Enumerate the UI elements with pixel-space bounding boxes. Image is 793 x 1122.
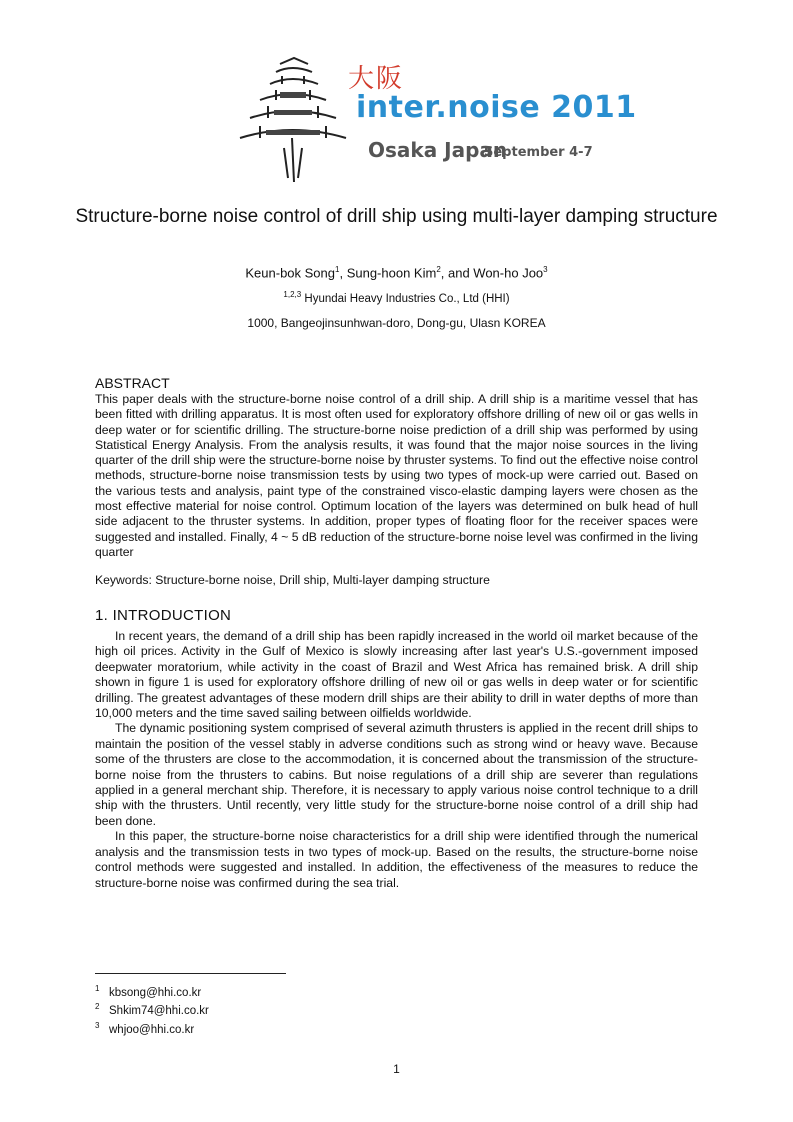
paragraph: The dynamic positioning system comprised of several azimuth thrusters is applied in the recent drill ships to maintain the position of the vessel stably in adverse conditions such as strong wind or heavy wave. Because some of the thrusters are close to the accommodation, it is concerned about the transmission of the structure-borne noise from the thrusters to cabins. But noise regulations of a drill ship are severer than regulations applied in a general merchant ship. Therefore, it is necessary to apply various noise control technique to a drill ship with the thrusters. Until recently, very little study for the structure-borne noise control of a drill ship had been done. [95, 721, 698, 828]
author-name: Keun-bok Song [245, 265, 335, 281]
affiliation-text: Hyundai Heavy Industries Co., Ltd (HHI) [301, 292, 510, 305]
author-sup: 1 [335, 265, 340, 274]
author-name: Won-ho Joo [473, 265, 544, 281]
conference-city: Osaka Japan [368, 138, 508, 162]
section-heading-introduction: 1. INTRODUCTION [95, 607, 232, 624]
author-name: Sung-hoon Kim [346, 265, 437, 281]
footnotes [95, 982, 209, 1037]
keywords: Keywords: Structure-borne noise, Drill ship, Multi-layer damping structure [95, 573, 490, 587]
footnote-email: whjoo@hhi.co.kr [109, 1023, 195, 1036]
footnote-email: kbsong@hhi.co.kr [109, 986, 202, 999]
footnote [95, 1019, 209, 1037]
abstract-heading: ABSTRACT [95, 375, 170, 391]
footnote [95, 1000, 209, 1018]
footnote-mark: 3 [95, 1020, 100, 1030]
address: 1000, Bangeojinsunhwan-doro, Dong-gu, Ulasn KOREA [247, 316, 546, 330]
conference-name: inter.noise 2011 [356, 90, 637, 125]
affiliation [70, 290, 723, 305]
paragraph: In this paper, the structure-borne noise characteristics for a drill ship were identified through the numerical analysis and the transmission tests in two types of mock-up. Based on the results, the structure-borne noise control methods were suggested and installed. In addition, the effectiveness of the measures to reduce the structure-borne noise was confirmed during the sea trial. [95, 829, 698, 890]
footnote [95, 982, 209, 1000]
author-sep: , and [440, 265, 474, 281]
logo-kanji: 大阪 [348, 64, 405, 94]
footnote-divider [95, 973, 286, 974]
page-number: 1 [393, 1062, 400, 1076]
conference-dates: September 4-7 [484, 145, 593, 160]
osaka-castle-icon [220, 52, 360, 192]
paragraph: In recent years, the demand of a drill ship has been rapidly increased in the world oil market because of the high oil prices. Activity in the Gulf of Mexico is slowly increasing after last year's U.S.-government imposed deepwater moratorium, while activity in the coast of Brazil and West Africa has remained brisk. A drill ship shown in figure 1 is used for exploratory offshore drilling of new oil or gas wells in deep water or for scientific drilling. The greatest advantages of these modern drill ships are their ability to drill in water depths of more than 10,000 meters and the time saved sailing between oilfields worldwide. [95, 629, 698, 721]
author-sup: 3 [543, 265, 548, 274]
author-sup: 2 [436, 265, 441, 274]
affiliation-sup: 1,2,3 [283, 290, 302, 299]
abstract-text: This paper deals with the structure-borne noise control of a drill ship. A drill ship is a maritime vessel that has been fitted with drilling apparatus. It is most often used for exploratory offshore drilling of new oil or gas wells in deep water or for scientific drilling. The structure-borne noise prediction of a drill ship was performed by using Statistical Energy Analysis. From the analysis results, it was found that the major noise sources in the living quarter of the drill ship were the structure-borne noise by thruster systems. To find out the effective noise control methods, structure-borne noise transmission tests by using two types of mock-up were carried out. Based on the various tests and analysis, paint type of the constrained visco-elastic damping layers were chosen as the most effective material for noise control. Optimum location of the layers was determined on bulk head of hull side adjacent to the thruster systems. In addition, proper types of floating floor for the receiver spaces were suggested and installed. Finally, 4 ~ 5 dB reduction of the structure-borne noise level was confirmed in the living quarter [95, 392, 698, 559]
footnote-email: Shkim74@hhi.co.kr [109, 1005, 209, 1018]
author-sep: , [339, 265, 347, 281]
footnote-mark: 2 [95, 1002, 100, 1012]
footnote-mark: 1 [95, 984, 100, 993]
introduction-body [95, 629, 698, 891]
paper-title: Structure-borne noise control of drill ship using multi-layer damping structure [75, 206, 718, 227]
author-list [70, 265, 723, 280]
